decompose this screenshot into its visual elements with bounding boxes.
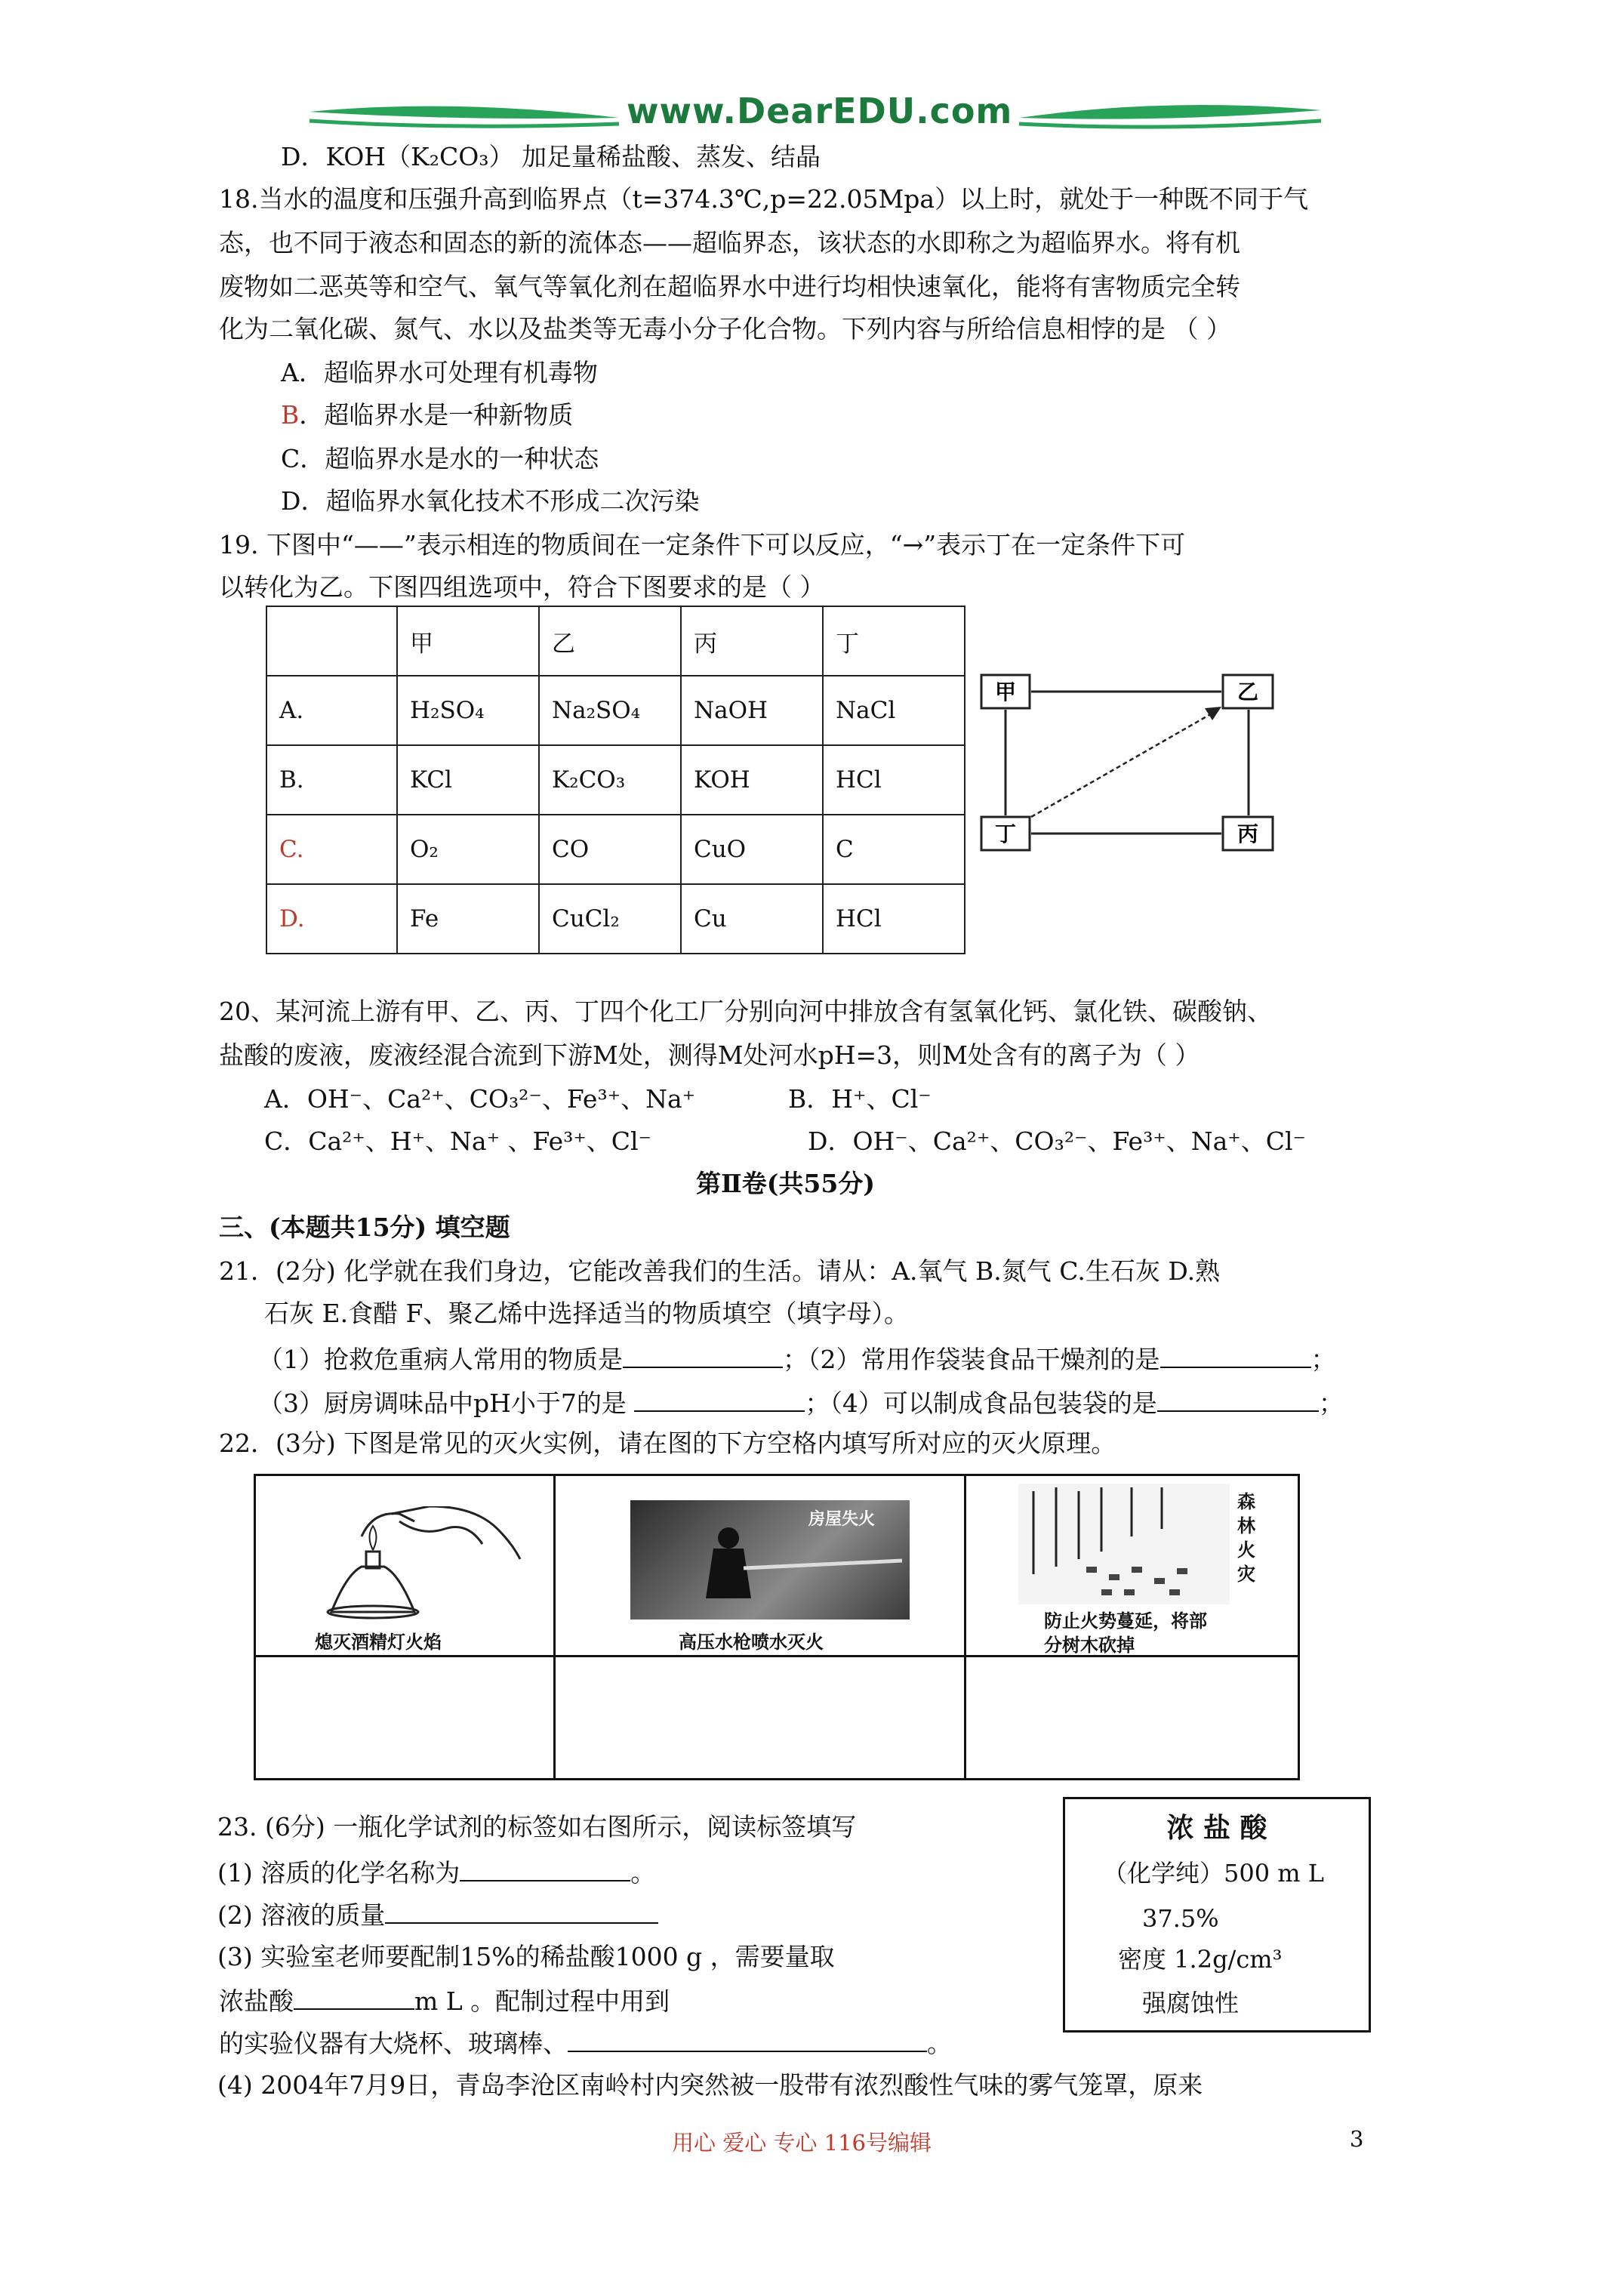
fire-caption-1: 熄灭酒精灯火焰 [315,1632,442,1653]
q23-row2 [217,1897,658,1932]
q18-option-c: C．超临界水是水的一种状态 [281,444,599,473]
q22-line1: 22．(3分) 下图是常见的灭火实例，请在图的下方空格内填写所对应的灭火原理。 [219,1428,1116,1458]
table-header-cell [266,606,397,676]
table-cell: CO [539,815,681,884]
q18-line3: 废物如二恶英等和空气、氧气等氧化剂在超临界水中进行均相快速氧化，能将有害物质完全转 [219,272,1240,301]
table-header-cell: 丙 [681,606,823,676]
house-fire-tag: 房屋失火 [808,1510,876,1529]
q18-line4: 化为二氧化碳、氮气、水以及盐类等无毒小分子化合物。下列内容与所给信息相悖的是 （ ） [219,314,1231,344]
q21-semi-2: ； [1318,1388,1344,1418]
q23-answer-4[interactable] [568,2025,927,2052]
q22-answer-2[interactable] [556,1657,964,1778]
q23-row3c [219,2025,952,2060]
q23-p1: (1) 溶质的化学名称为 [217,1858,460,1888]
section3-title: 三、(本题共15分) 填空题 [219,1213,510,1242]
q23-answer-2[interactable] [385,1897,658,1924]
table-cell: NaCl [823,676,965,745]
q17-option-d: D．KOH（K₂CO₃） 加足量稀盐酸、蒸发、结晶 [281,142,821,171]
forest-fire-illustration [1018,1484,1230,1604]
q21-p1: （1）抢救危重病人常用的物质是 [258,1345,623,1374]
fire-caption-2: 高压水枪喷水灭火 [679,1632,824,1653]
q21-p4: ；（4）可以制成食品包装袋的是 [805,1388,1157,1418]
table-header-cell: 甲 [397,606,539,676]
table-cell: B. [266,745,397,815]
q18-option-b [281,399,573,432]
forest-fire-tag-char: 火 [1237,1539,1255,1561]
q21-row1 [258,1341,1336,1376]
q21-p2: ；（2）常用作袋装食品干燥剂的是 [783,1345,1160,1374]
q23-row3b [219,1983,670,2018]
table-row [266,815,965,884]
table-row [266,745,965,815]
page-number: 3 [1350,2126,1364,2152]
q23-p3b-end: m L 。配制过程中用到 [414,1986,670,2016]
table-header-cell: 丁 [823,606,965,676]
table-cell: CuCl₂ [539,884,681,954]
q20-option-c: C．Ca²⁺、H⁺、Na⁺ 、Fe³⁺、Cl⁻ [264,1126,651,1156]
q23-p3b: 浓盐酸 [219,1986,294,2016]
q21-answer-2[interactable] [1160,1341,1311,1368]
fire-caption-3-line2: 分树木砍掉 [1044,1635,1135,1656]
table-cell: C. [266,815,397,884]
q23-p4: (4) 2004年7月9日，青岛李沧区南岭村内突然被一股带有浓烈酸性气味的雾气笼罩，原来 [217,2070,1203,2100]
table-cell: NaOH [681,676,823,745]
diagram-node-jia: 甲 [994,680,1017,704]
house-fire-photo [630,1500,910,1620]
q21-answer-3[interactable] [634,1385,805,1412]
part2-title: 第Ⅱ卷(共55分) [696,1169,875,1198]
q20-line1: 20、某河流上游有甲、乙、丙、丁四个化工厂分别向河中排放含有氢氧化钙、氯化铁、碳酸钠、 [219,997,1272,1026]
table-cell: Na₂SO₄ [539,676,681,745]
fire-caption-3-line1: 防止火势蔓延，将部 [1044,1610,1207,1632]
reagent-label-volume: （化学纯）500 m L [1103,1859,1325,1888]
q21-line1: 21．(2分) 化学就在我们身边，它能改善我们的生活。请从：A.氧气 B.氮气 C.生石灰 D.熟 [219,1256,1221,1286]
q21-answer-1[interactable] [623,1341,783,1368]
q23-p1-end: 。 [630,1858,656,1888]
q21-semi-1: ； [1310,1345,1336,1374]
q19-table [266,606,965,954]
reagent-label-concentration: 37.5% [1142,1904,1219,1933]
q21-row2 [258,1385,1344,1420]
table-cell: O₂ [397,815,539,884]
q23-row1 [217,1854,655,1890]
reagent-label-warning: 强腐蚀性 [1142,1989,1240,2017]
q23-p3c-end: 。 [927,2029,952,2058]
q18-line2: 态，也不同于液态和固态的新的流体态——超临界态，该状态的水即称之为超临界水。将有机 [219,228,1240,257]
table-cell: H₂SO₄ [397,676,539,745]
q22-answer-3[interactable] [966,1657,1298,1778]
forest-fire-tag-char: 林 [1237,1515,1255,1536]
q21-answer-4[interactable] [1157,1385,1319,1412]
table-row [266,676,965,745]
table-cell: Fe [397,884,539,954]
q18-option-b-letter: B [281,400,300,430]
q22-fire-table [254,1474,1300,1780]
diagram-node-ding: 丁 [994,821,1017,846]
reagent-label-density: 密度 1.2g/cm³ [1118,1945,1283,1974]
forest-fire-tag [1237,1490,1255,1586]
q20-line2: 盐酸的废液，废液经混合流到下游M处，测得M处河水pH=3，则M处含有的离子为（ ） [219,1040,1200,1070]
q23-p3c: 的实验仪器有大烧杯、玻璃棒、 [219,2029,568,2058]
table-cell: CuO [681,815,823,884]
table-header-row [266,606,965,676]
q21-line2: 石灰 E.食醋 F、聚乙烯中选择适当的物质填空（填字母）。 [264,1299,909,1328]
forest-fire-tag-char: 灾 [1237,1564,1255,1585]
table-cell: KCl [397,745,539,815]
q20-option-a: A．OH⁻、Ca²⁺、CO₃²⁻、Fe³⁺、Na⁺ [264,1084,696,1114]
footer-text: 用心 爱心 专心 116号编辑 [672,2130,932,2156]
q18-option-b-text: ．超临界水是一种新物质 [299,400,574,430]
table-cell: C [823,815,965,884]
table-cell: Cu [681,884,823,954]
table-cell: A. [266,676,397,745]
table-cell: D. [266,884,397,954]
table-cell: HCl [823,884,965,954]
q18-line1: 18.当水的温度和压强升高到临界点（t=374.3℃,p=22.05Mpa）以上时，就处于一种既不同于气 [219,184,1309,214]
q18-option-a: A．超临界水可处理有机毒物 [281,358,598,387]
site-url: www.DearEDU.com [627,91,1013,131]
table-header-cell: 乙 [539,606,681,676]
diagram-node-bing: 丙 [1236,821,1259,846]
table-cell: K₂CO₃ [539,745,681,815]
diagram-node-yi: 乙 [1236,680,1259,704]
q20-option-b: B．H⁺、Cl⁻ [788,1084,932,1114]
q23-answer-1[interactable] [460,1854,630,1881]
q20-option-d: D．OH⁻、Ca²⁺、CO₃²⁻、Fe³⁺、Na⁺、Cl⁻ [808,1126,1306,1156]
forest-fire-tag-char: 森 [1237,1491,1255,1512]
reagent-label [1063,1797,1371,2032]
q19-reaction-diagram [978,664,1295,861]
q19-line2: 以转化为乙。下图四组选项中，符合下图要求的是（ ） [219,572,825,602]
alcohol-lamp-illustration [301,1506,528,1620]
table-cell: KOH [681,745,823,815]
q23-p3: (3) 实验室老师要配制15%的稀盐酸1000 g ，需要量取 [217,1942,835,1971]
q19-line1: 19. 下图中“——”表示相连的物质间在一定条件下可以反应，“→”表示丁在一定条件下可 [219,530,1186,559]
table-cell: HCl [823,745,965,815]
q21-p3: （3）厨房调味品中pH小于7的是 [258,1388,627,1418]
table-row [266,884,965,954]
q23-answer-3[interactable] [294,1983,414,2010]
q22-answer-1[interactable] [256,1657,553,1778]
q23-intro: 23. (6分) 一瓶化学试剂的标签如右图所示，阅读标签填写 [217,1812,857,1841]
reagent-label-title: 浓 盐 酸 [1166,1812,1267,1844]
q23-p2: (2) 溶液的质量 [217,1900,386,1930]
q18-option-d: D．超临界水氧化技术不形成二次污染 [281,486,700,516]
